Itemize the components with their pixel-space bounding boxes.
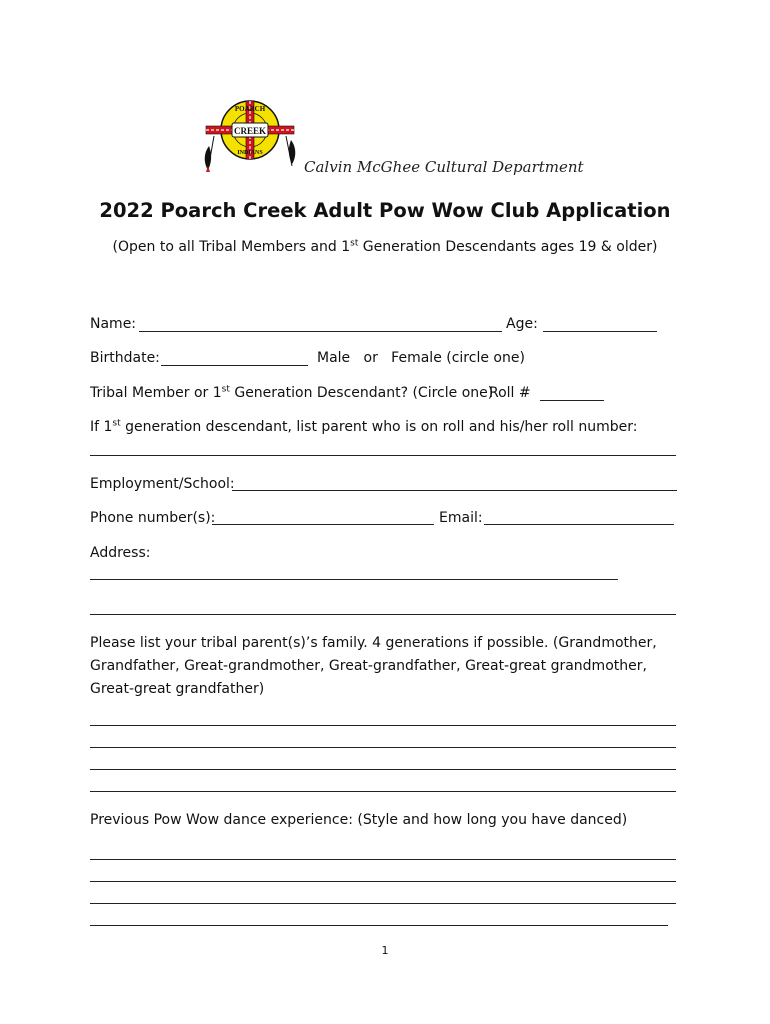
descendant-sup: st xyxy=(112,418,121,429)
subtitle-sup: st xyxy=(350,238,359,249)
email-field[interactable] xyxy=(484,524,674,525)
tribal-status-question xyxy=(90,385,493,401)
logo-bottom-text: INDIANS xyxy=(237,150,263,156)
address-label: Address: xyxy=(90,545,151,561)
poarch-creek-logo xyxy=(200,96,300,176)
dance-experience-prompt: Previous Pow Wow dance experience: (Style and how long you have danced) xyxy=(90,812,628,828)
roll-label: Roll # xyxy=(489,385,531,401)
dance-field-line-3[interactable] xyxy=(90,903,676,904)
email-label: Email: xyxy=(439,510,483,526)
name-field[interactable] xyxy=(139,331,502,332)
subtitle-text: (Open to all Tribal Members and 1 xyxy=(112,239,351,255)
dance-field-line-2[interactable] xyxy=(90,881,676,882)
family-field-line-2[interactable] xyxy=(90,747,676,748)
right-feather-icon xyxy=(286,136,295,166)
dance-field-line-1[interactable] xyxy=(90,859,676,860)
gender-choice: Male or Female (circle one) xyxy=(317,350,525,366)
employment-field[interactable] xyxy=(232,490,677,491)
logo-center-text: CREEK xyxy=(233,126,267,136)
descendant-text-end: generation descendant, list parent who is on roll and his/her roll number: xyxy=(120,419,638,435)
page-number: 1 xyxy=(381,944,389,957)
family-prompt: Please list your tribal parent(s)’s family. 4 generations if possible. (Grandmother, Grandfather, Great-grandmother, Great-grandfather, Great-great grandmother, Great-great grandfather) xyxy=(90,635,657,697)
page-subtitle xyxy=(0,239,770,255)
name-label: Name: xyxy=(90,316,137,332)
birthdate-label: Birthdate: xyxy=(90,350,160,366)
roll-number-field[interactable] xyxy=(540,400,604,401)
address-field-line-2[interactable] xyxy=(90,614,676,615)
age-field[interactable] xyxy=(543,331,657,332)
page-title: 2022 Poarch Creek Adult Pow Wow Club Application xyxy=(99,199,671,222)
descendant-question xyxy=(90,419,637,435)
family-field-line-4[interactable] xyxy=(90,791,676,792)
logo-top-text: POARCH xyxy=(234,105,266,113)
dance-field-line-4[interactable] xyxy=(90,925,668,926)
phone-field[interactable] xyxy=(212,524,434,525)
left-feather-icon xyxy=(205,136,214,172)
birthdate-field[interactable] xyxy=(161,365,308,366)
tribal-text: Tribal Member or 1 xyxy=(90,385,222,401)
subtitle-text-end: Generation Descendants ages 19 & older) xyxy=(358,239,658,255)
descendant-text: If 1 xyxy=(90,419,113,435)
employment-label: Employment/School: xyxy=(90,476,235,492)
descendant-parent-field[interactable] xyxy=(90,455,676,456)
phone-label: Phone number(s): xyxy=(90,510,216,526)
address-field-line-1[interactable] xyxy=(90,579,618,580)
age-label: Age: xyxy=(506,316,538,332)
tribal-text-end: Generation Descendant? (Circle one) xyxy=(229,385,494,401)
family-field-line-3[interactable] xyxy=(90,769,676,770)
tribal-sup: st xyxy=(221,384,230,395)
family-field-line-1[interactable] xyxy=(90,725,676,726)
department-name: Calvin McGhee Cultural Department xyxy=(304,158,584,176)
